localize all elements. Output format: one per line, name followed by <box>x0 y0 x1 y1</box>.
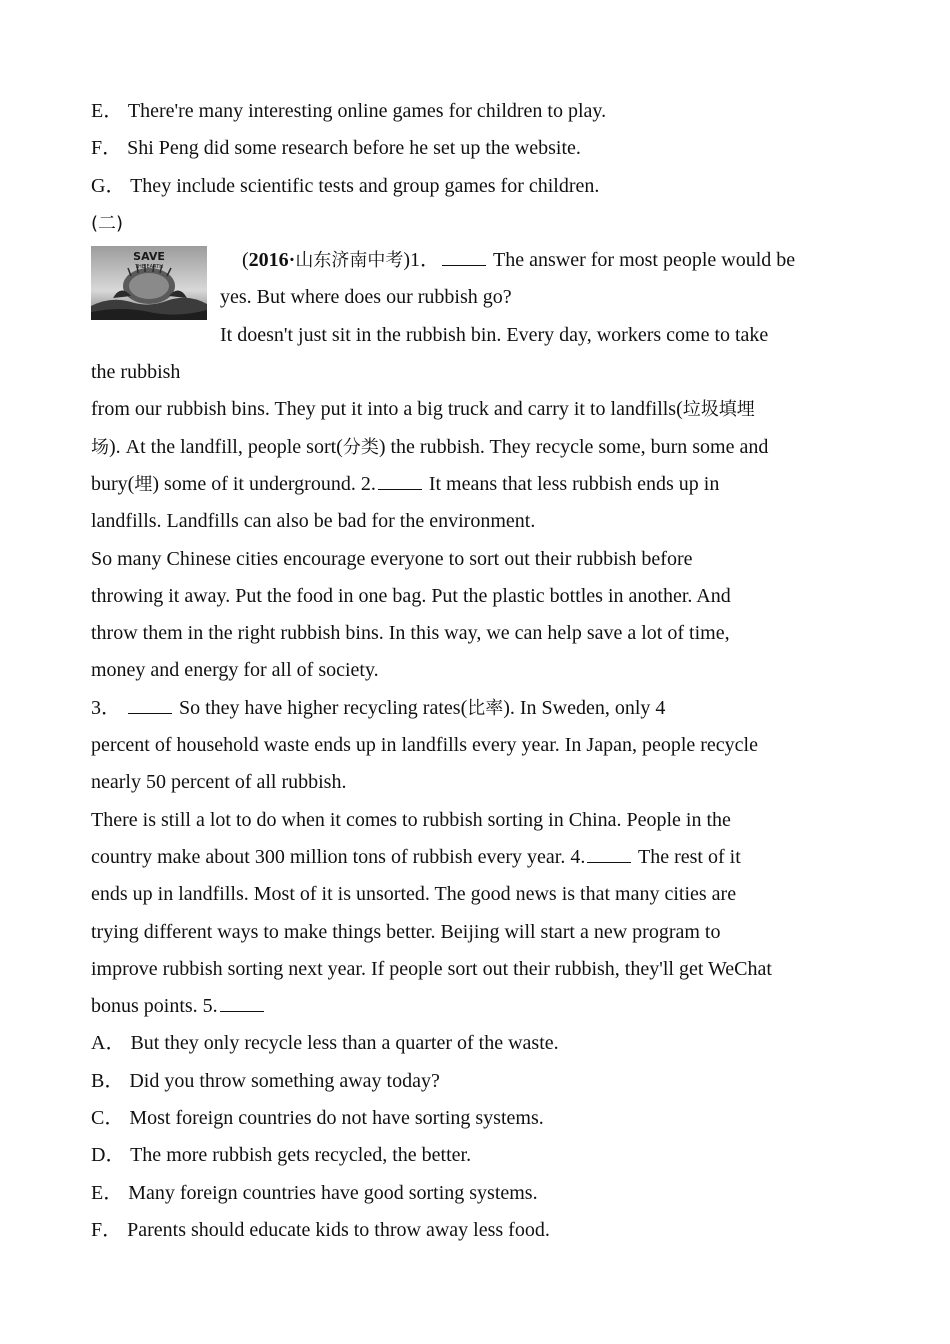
para4-line1 <box>91 690 861 727</box>
option-letter: F． <box>91 137 123 160</box>
option-letter: B． <box>91 1069 125 1092</box>
para2-cjk: 场 <box>91 436 109 458</box>
para3-line2 <box>91 578 861 615</box>
para4-cjk: 比率 <box>467 697 504 719</box>
answer-blank-4[interactable] <box>587 847 631 863</box>
option-e-top <box>91 93 861 130</box>
para5-line5 <box>91 951 861 988</box>
option-text: But they only recycle less than a quarter of the waste. <box>130 1032 559 1055</box>
option-text: They include scientific tests and group games for children. <box>130 174 600 197</box>
para2-text: ) the rubbish. They recycle some, burn some and <box>378 435 769 458</box>
para3-text: throwing it away. Put the food in one bag. Put the plastic bottles in another. And <box>91 584 731 607</box>
para5-text: There is still a lot to do when it comes to rubbish sorting in China. People in the <box>91 808 731 831</box>
section-marker-text: (二) <box>91 212 124 234</box>
para5-text: The rest of it <box>638 845 741 868</box>
option-text: Shi Peng did some research before he set up the website. <box>127 137 581 160</box>
para2-cjk: 埋 <box>134 473 153 495</box>
option-g-top <box>91 168 861 205</box>
para2-line3 <box>91 466 861 503</box>
option-b <box>91 1063 861 1100</box>
option-letter: F． <box>91 1218 123 1241</box>
option-f-top <box>91 130 861 167</box>
para5-line4 <box>91 914 861 951</box>
source-year: 2016 <box>248 249 289 272</box>
para3-line1 <box>91 541 861 578</box>
para5-text: ends up in landfills. Most of it is unsorted. The good news is that many cities are <box>91 883 737 906</box>
para4-line3 <box>91 764 861 801</box>
figure-caption-earth: THE EARTH <box>134 264 164 271</box>
para4-text: percent of household waste ends up in landfills every year. In Japan, people recycle <box>91 734 758 757</box>
source-place: 山东济南中考 <box>295 250 404 272</box>
para2-text: from our rubbish bins. They put it into a big truck and carry it to landfills( <box>91 398 683 421</box>
para2-text: bury( <box>91 472 135 495</box>
intro-text <box>220 242 865 317</box>
para5-line3 <box>91 876 861 913</box>
para2-text: ). At the landfill, people sort( <box>109 435 343 458</box>
option-c <box>91 1100 861 1137</box>
source-dot: · <box>288 249 296 272</box>
para2-cjk: 垃圾填埋 <box>682 399 755 421</box>
para2-text: It means that less rubbish ends up in <box>428 472 720 495</box>
para2-line4 <box>91 503 861 540</box>
option-text: There're many interesting online games for children to play. <box>127 100 607 122</box>
para5-line2 <box>91 839 861 876</box>
answer-blank-5[interactable] <box>220 996 264 1012</box>
para4-line2 <box>91 727 861 764</box>
para1-line4 <box>91 354 861 391</box>
option-f <box>91 1212 861 1249</box>
option-text: Parents should educate kids to throw away less food. <box>127 1218 550 1241</box>
para1-line2-text: yes. But where does our rubbish go? <box>220 286 512 309</box>
para2-line2 <box>91 429 861 466</box>
para3-text: throw them in the right rubbish bins. In this way, we can help save a lot of time, <box>91 622 730 645</box>
option-a <box>91 1025 861 1062</box>
para5-text: trying different ways to make things better. Beijing will start a new program to <box>91 920 721 943</box>
para2-cjk: 分类 <box>342 436 379 458</box>
para4-text: So they have higher recycling rates( <box>179 696 468 719</box>
section-marker <box>91 205 861 242</box>
source-open: ( <box>242 249 249 272</box>
option-e <box>91 1175 861 1212</box>
option-letter: G． <box>91 174 126 197</box>
earth-illustration <box>91 246 207 320</box>
option-letter: E． <box>91 100 124 122</box>
save-the-earth-image <box>91 246 207 320</box>
para3-text: So many Chinese cities encourage everyone to sort out their rubbish before <box>91 547 693 570</box>
option-text: The more rubbish gets recycled, the better. <box>130 1144 472 1167</box>
option-letter: C． <box>91 1107 125 1130</box>
figure-row <box>91 242 861 317</box>
para1-line3 <box>91 317 861 354</box>
option-letter: A． <box>91 1032 126 1055</box>
answer-blank-2[interactable] <box>378 474 422 490</box>
para3-text: money and energy for all of society. <box>91 659 379 682</box>
question-1-number: )1． <box>403 249 441 272</box>
para4-text: ). In Sweden, only 4 <box>503 696 666 719</box>
answer-blank-3[interactable] <box>128 698 172 714</box>
para1-line4-text: the rubbish <box>91 361 181 384</box>
option-letter: E． <box>91 1181 124 1204</box>
option-text: Most foreign countries do not have sorting systems. <box>129 1107 544 1130</box>
option-text: Did you throw something away today? <box>129 1069 440 1092</box>
para4-text: nearly 50 percent of all rubbish. <box>91 771 347 794</box>
question-5-number: bonus points. 5. <box>91 995 218 1018</box>
option-letter: D． <box>91 1144 126 1167</box>
para1-line3-text: It doesn't just sit in the rubbish bin. Every day, workers come to take <box>220 323 769 346</box>
para2-line1 <box>91 391 861 428</box>
para1-line1: The answer for most people would be <box>493 249 796 272</box>
para3-line3 <box>91 615 861 652</box>
para1-line2 <box>220 279 865 316</box>
question-4-number: country make about 300 million tons of rubbish every year. 4. <box>91 845 586 868</box>
para3-line4 <box>91 652 861 689</box>
para5-line6 <box>91 988 861 1025</box>
para5-line1 <box>91 802 861 839</box>
para2-text: landfills. Landfills can also be bad for the environment. <box>91 510 536 533</box>
para5-text: improve rubbish sorting next year. If people sort out their rubbish, they'll get WeChat <box>91 957 772 980</box>
question-3-number: 3． <box>91 696 121 719</box>
question-2-number: ) some of it underground. 2. <box>152 472 376 495</box>
option-text: Many foreign countries have good sorting systems. <box>128 1181 538 1204</box>
source-line <box>220 242 865 279</box>
document-page <box>91 93 861 1249</box>
figure-caption-save: SAVE <box>133 250 165 264</box>
answer-blank-1[interactable] <box>442 250 486 266</box>
option-d <box>91 1137 861 1174</box>
